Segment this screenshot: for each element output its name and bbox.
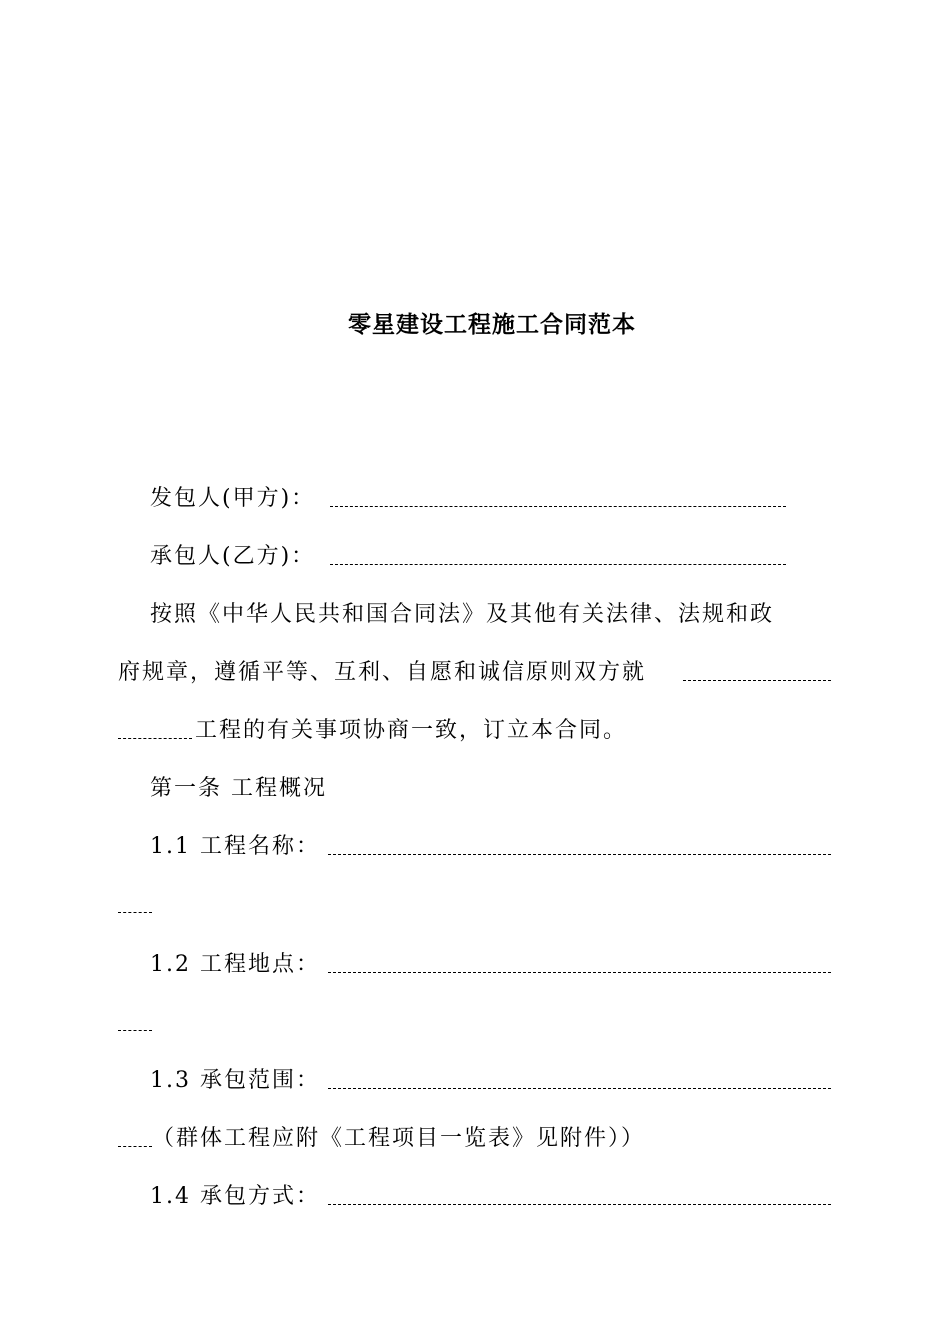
party-b-label: 承包人(乙方)：	[150, 544, 316, 569]
item-1-1-label: 1.1 工程名称：	[150, 834, 320, 859]
preamble-line-3: 工程的有关事项协商一致，订立本合同。	[195, 718, 628, 743]
item-1-1-blank[interactable]	[328, 853, 831, 855]
party-a-blank[interactable]	[330, 505, 786, 507]
party-a-label: 发包人(甲方)：	[150, 486, 316, 511]
party-a-line	[150, 484, 315, 514]
preamble-line-1: 按照《中华人民共和国合同法》及其他有关法律、法规和政	[150, 602, 775, 627]
item-1-4-blank[interactable]	[328, 1203, 831, 1205]
preamble-line-2: 府规章，遵循平等、互利、自愿和诚信原则双方就	[118, 660, 647, 685]
item-1-2-blank[interactable]	[328, 971, 831, 973]
item-1-3-label: 1.3 承包范围：	[150, 1068, 320, 1093]
item-1-2-label: 1.2 工程地点：	[150, 952, 320, 977]
party-b-line	[150, 542, 315, 572]
project-name-blank-start[interactable]	[683, 679, 831, 681]
item-1-2-blank-wrap[interactable]	[118, 1029, 152, 1031]
article-1-heading: 第一条 工程概况	[150, 776, 327, 801]
item-1-1-blank-wrap[interactable]	[118, 911, 152, 913]
item-1-4-label: 1.4 承包方式：	[150, 1184, 320, 1209]
item-1-3-blank-wrap[interactable]	[118, 1145, 152, 1147]
project-name-blank-end[interactable]	[118, 737, 192, 739]
item-1-3-note: （群体工程应附《工程项目一览表》见附件））	[152, 1126, 646, 1151]
document-title: 零星建设工程施工合同范本	[348, 311, 636, 338]
item-1-3-blank[interactable]	[328, 1087, 831, 1089]
party-b-blank[interactable]	[330, 563, 786, 565]
